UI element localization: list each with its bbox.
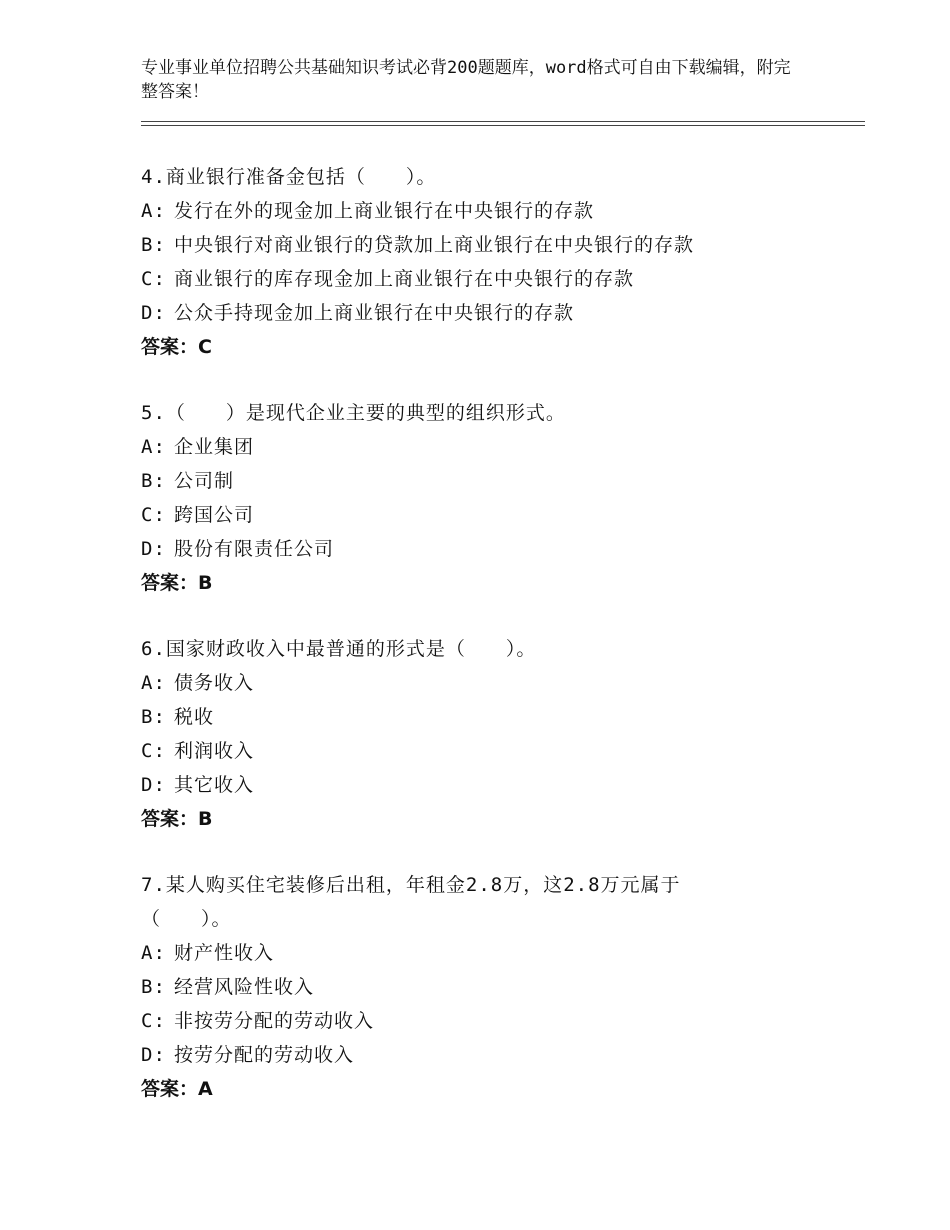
option-a <box>141 936 741 970</box>
option-d <box>141 768 741 802</box>
option-c <box>141 262 741 296</box>
option-text: 公众手持现金加上商业银行在中央银行的存款 <box>174 302 575 324</box>
option-label: A: <box>141 672 166 694</box>
option-label: B: <box>141 706 166 728</box>
option-text: 股份有限责任公司 <box>174 538 335 560</box>
question-stem: 7.某人购买住宅装修后出租，年租金2.8万，这2.8万元属于（ ）。 <box>141 874 681 930</box>
option-b <box>141 464 741 498</box>
option-label: B: <box>141 470 166 492</box>
header-divider-top <box>141 121 865 122</box>
option-c <box>141 498 741 532</box>
option-a <box>141 430 741 464</box>
option-label: D: <box>141 538 166 560</box>
answer: 答案：B <box>141 572 213 594</box>
question-7 <box>141 868 741 1106</box>
option-c <box>141 734 741 768</box>
question-stem: 4.商业银行准备金包括（ ）。 <box>141 166 437 188</box>
option-label: D: <box>141 774 166 796</box>
option-label: A: <box>141 436 166 458</box>
option-d <box>141 1038 741 1072</box>
header-divider-bottom <box>141 125 865 126</box>
option-d <box>141 532 741 566</box>
option-label: C: <box>141 1010 166 1032</box>
document-header: 专业事业单位招聘公共基础知识考试必背200题题库，word格式可自由下载编辑，附完整答案！ <box>141 58 791 102</box>
option-label: D: <box>141 1044 166 1066</box>
option-text: 公司制 <box>174 470 235 492</box>
option-text: 商业银行的库存现金加上商业银行在中央银行的存款 <box>174 268 635 290</box>
question-5 <box>141 396 741 600</box>
question-stem: 6.国家财政收入中最普通的形式是（ ）。 <box>141 638 537 660</box>
option-text: 中央银行对商业银行的贷款加上商业银行在中央银行的存款 <box>174 234 695 256</box>
option-text: 利润收入 <box>174 740 255 762</box>
question-4 <box>141 160 741 364</box>
option-label: C: <box>141 740 166 762</box>
option-b <box>141 228 741 262</box>
option-text: 债务收入 <box>174 672 255 694</box>
option-b <box>141 970 741 1004</box>
option-text: 税收 <box>174 706 215 728</box>
option-d <box>141 296 741 330</box>
option-label: C: <box>141 268 166 290</box>
option-text: 非按劳分配的劳动收入 <box>174 1010 375 1032</box>
answer: 答案：B <box>141 808 213 830</box>
option-text: 跨国公司 <box>174 504 255 526</box>
option-text: 财产性收入 <box>174 942 275 964</box>
answer: 答案：C <box>141 336 212 358</box>
question-list <box>141 160 741 1138</box>
question-stem: 5.（ ）是现代企业主要的典型的组织形式。 <box>141 402 566 424</box>
question-6 <box>141 632 741 836</box>
option-label: D: <box>141 302 166 324</box>
option-a <box>141 666 741 700</box>
option-label: A: <box>141 200 166 222</box>
option-label: C: <box>141 504 166 526</box>
option-label: B: <box>141 976 166 998</box>
option-text: 企业集团 <box>174 436 255 458</box>
option-a <box>141 194 741 228</box>
answer: 答案：A <box>141 1078 213 1100</box>
option-text: 其它收入 <box>174 774 255 796</box>
option-text: 经营风险性收入 <box>174 976 315 998</box>
option-b <box>141 700 741 734</box>
option-text: 按劳分配的劳动收入 <box>174 1044 355 1066</box>
option-c <box>141 1004 741 1038</box>
option-label: B: <box>141 234 166 256</box>
option-label: A: <box>141 942 166 964</box>
option-text: 发行在外的现金加上商业银行在中央银行的存款 <box>174 200 595 222</box>
